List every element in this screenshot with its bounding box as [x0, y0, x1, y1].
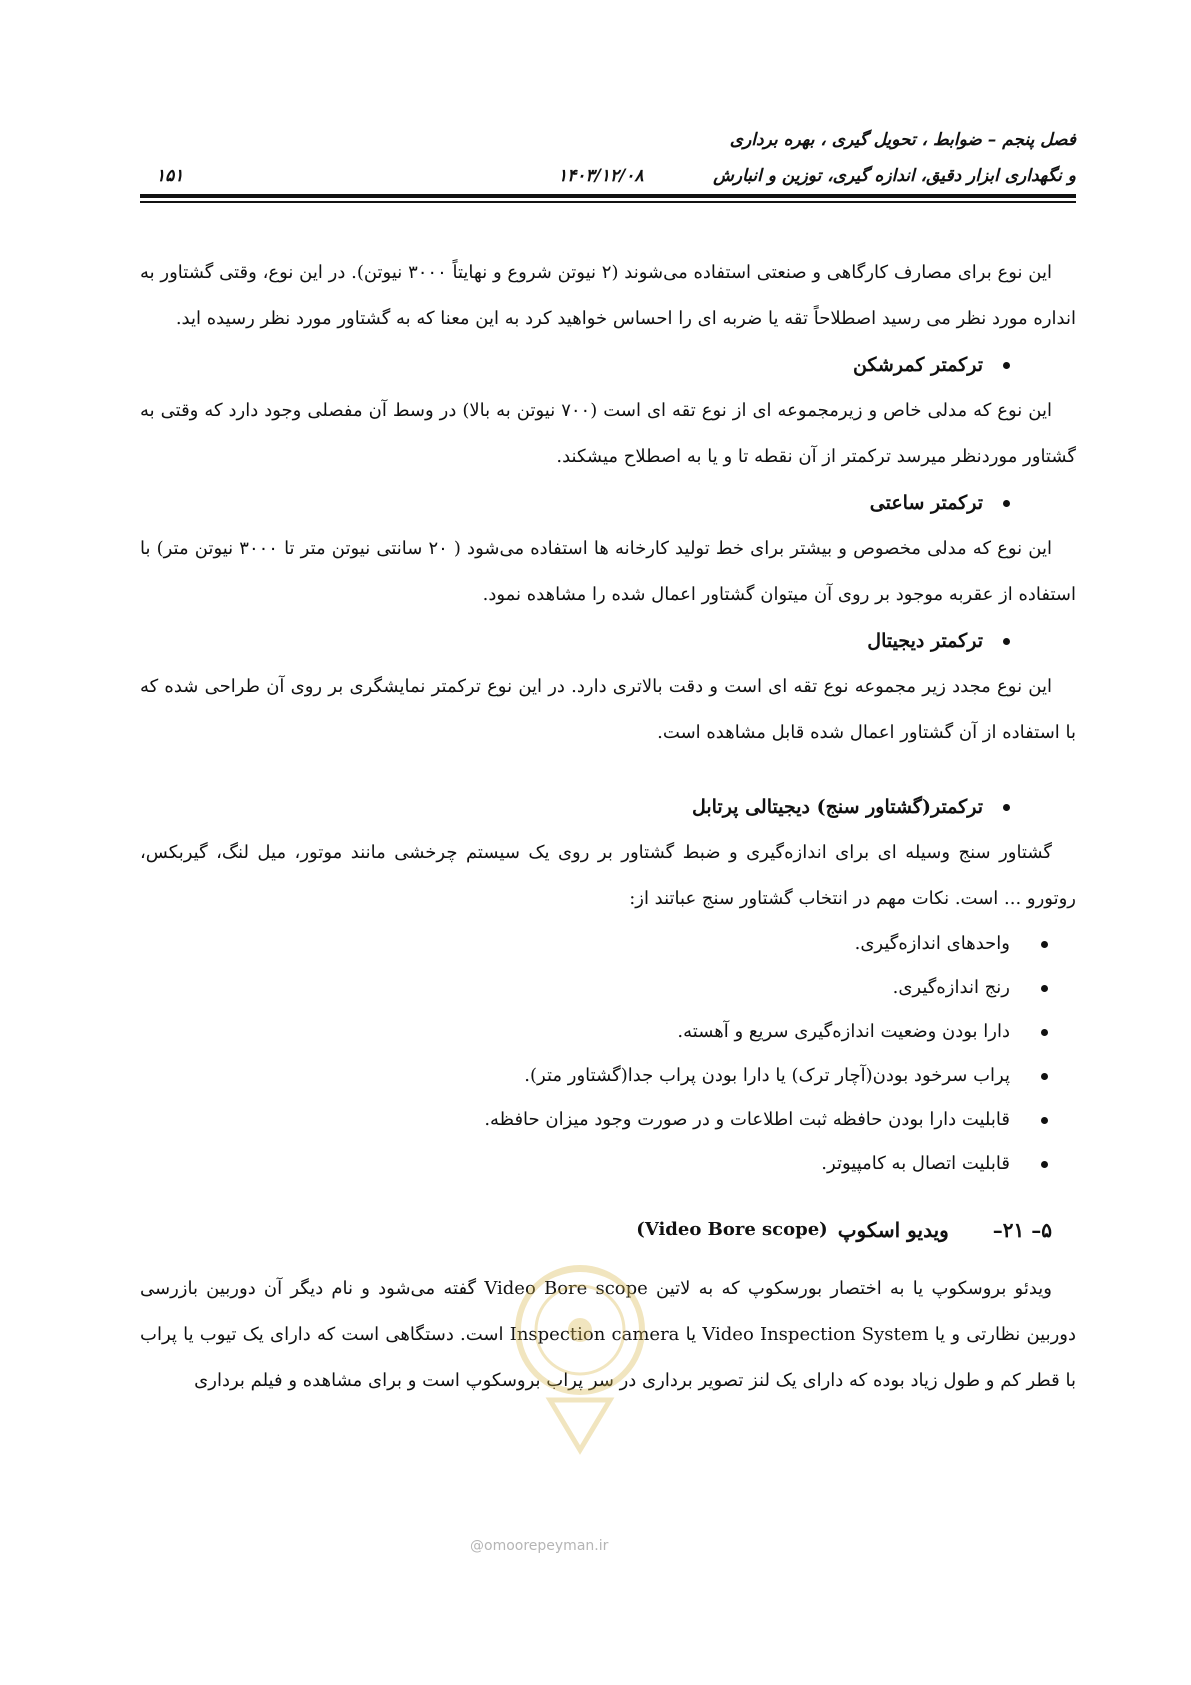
watermark-text: @omoorepeyman.ir: [470, 1538, 609, 1554]
heading-4: [140, 784, 1076, 830]
criteria-list: [140, 922, 1076, 1186]
document-body: [140, 250, 1076, 1404]
paragraph-6: ویدئو بروسکوپ یا به اختصار بورسکوپ که به لاتین Video Bore scope گفته می‌شود و نام دیگر آن دوربین بازرسی دوربین نظارتی و یا Video Inspection System یا Inspection camera است. دستگاهی است که دارای یک تیوب یا پراب با قطر کم و طول زیاد بوده که دارای یک لنز تصویر برداری در سر پراب بروسکوپ است و برای مشاهده و فیلم برداری: [140, 1278, 1077, 1391]
bullet-icon: [1041, 985, 1048, 992]
section-heading: [140, 1208, 1076, 1252]
heading-2: [140, 480, 1076, 526]
bullet-icon: [1003, 638, 1010, 645]
bullet-icon: [1041, 1161, 1048, 1168]
page-header: [140, 126, 1076, 194]
heading-2-text: ترکمتر ساعتی: [869, 492, 983, 514]
section-title: ویدیو اسکوپ: [837, 1218, 949, 1242]
section-number: ۵– ۲۱–: [992, 1218, 1052, 1242]
paragraph-1: این نوع برای مصارف کارگاهی و صنعتی استفاده می‌شوند (۲ نیوتن شروع و نهایتاً ۳۰۰۰ نیوتن). در این نوع، وقتی گشتاور به انداره مورد نظر می رسید اصطلاحاً تقه یا ضربه ای را احساس خواهید کرد به این معنا که به گشتاور مورد نظر رسیده اید.: [140, 262, 1076, 329]
header-title-line2: و نگهداری ابزار دقیق، اندازه گیری، توزین و انبارش: [713, 166, 1076, 186]
header-rule-thick: [140, 194, 1076, 198]
paragraph-4: این نوع مجدد زیر مجموعه نوع تقه ای است و دقت بالاتری دارد. در این نوع ترکمتر نمایشگری بر روی آن طراحی شده که با استفاده از آن گشتاور اعمال شده قابل مشاهده است.: [140, 676, 1076, 743]
page-number: ۱۵۱: [156, 166, 184, 186]
bullet-icon: [1003, 362, 1010, 369]
paragraph-2: این نوع که مدلی خاص و زیرمجموعه ای از نوع تقه ای است (۷۰۰ نیوتن به بالا) در وسط آن مفصلی وجود دارد که وقتی به گشتاور موردنظر میرسد ترکمتر از آن نقطه تا و یا به اصطلاح میشکند.: [140, 400, 1076, 467]
heading-4-text: ترکمتر(گشتاور سنج) دیجیتالی پرتابل: [691, 796, 983, 818]
paragraph-3: این نوع که مدلی مخصوص و بیشتر برای خط تولید کارخانه ها استفاده می‌شود ( ۲۰ سانتی نیوتن متر تا ۳۰۰۰ نیوتن متر) با استفاده از عقربه موجود بر روی آن میتوان گشتاور اعمال شده را مشاهده نمود.: [140, 538, 1076, 605]
heading-1-text: ترکمتر کمرشکن: [852, 354, 983, 376]
heading-3-text: ترکمتر دیجیتال: [867, 630, 983, 652]
section-title-latin: (Video Bore scope): [636, 1219, 828, 1240]
bullet-icon: [1041, 1117, 1048, 1124]
header-title-line1: فصل پنجم – ضوابط ، تحویل گیری ، بهره برداری: [729, 130, 1076, 150]
list-item: دارا بودن وضعیت اندازه‌گیری سریع و آهسته.: [140, 1010, 1076, 1054]
list-item: واحدهای اندازه‌گیری.: [140, 922, 1076, 966]
list-item: پراب سرخود بودن(آچار ترک) یا دارا بودن پراب جدا(گشتاور متر).: [140, 1054, 1076, 1098]
heading-1: [140, 342, 1076, 388]
bullet-icon: [1041, 1073, 1048, 1080]
spacer: [140, 756, 1076, 784]
list-item: قابلیت اتصال به کامپیوتر.: [140, 1142, 1076, 1186]
header-rule-thin: [140, 201, 1076, 203]
paragraph-5: گشتاور سنج وسیله ای برای اندازه‌گیری و ضبط گشتاور بر روی یک سیستم چرخشی مانند موتور، میل لنگ، گیربکس، روتورو ... است. نکات مهم در انتخاب گشتاور سنج عباتند از:: [140, 842, 1076, 909]
bullet-icon: [1041, 941, 1048, 948]
bullet-icon: [1003, 804, 1010, 811]
header-date: ۱۴۰۳/۱۲/۰۸: [558, 166, 644, 186]
list-item: قابلیت دارا بودن حافظه ثبت اطلاعات و در صورت وجود میزان حافظه.: [140, 1098, 1076, 1142]
list-item: رنج اندازه‌گیری.: [140, 966, 1076, 1010]
bullet-icon: [1003, 500, 1010, 507]
heading-3: [140, 618, 1076, 664]
bullet-icon: [1041, 1029, 1048, 1036]
